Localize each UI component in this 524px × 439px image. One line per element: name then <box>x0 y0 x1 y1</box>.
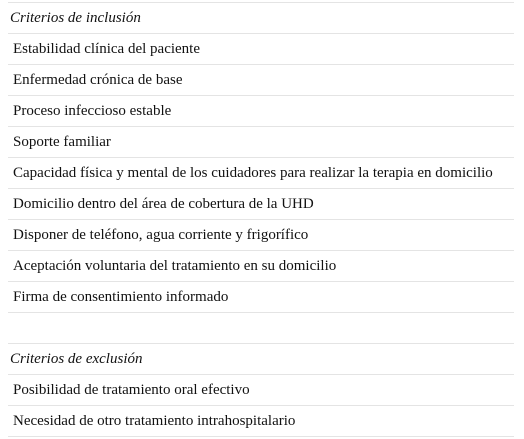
inclusion-heading: Criterios de inclusión <box>8 3 514 34</box>
inclusion-criterion: Firma de consentimiento informado <box>8 282 514 313</box>
inclusion-criterion: Soporte familiar <box>8 127 514 158</box>
inclusion-criterion: Aceptación voluntaria del tratamiento en su domicilio <box>8 251 514 282</box>
table-row <box>8 251 514 282</box>
table-row <box>8 189 514 220</box>
blank-row <box>8 313 514 344</box>
table-row <box>8 220 514 251</box>
inclusion-heading-row <box>8 3 514 34</box>
table-row <box>8 65 514 96</box>
exclusion-criterion: Posibilidad de tratamiento oral efectivo <box>8 375 514 406</box>
exclusion-criterion: Necesidad de otro tratamiento intrahospitalario <box>8 406 514 437</box>
exclusion-section <box>8 344 514 437</box>
table-row <box>8 127 514 158</box>
exclusion-heading: Criterios de exclusión <box>8 344 514 375</box>
criteria-table <box>8 2 514 437</box>
blank-cell <box>8 313 514 344</box>
inclusion-criterion: Enfermedad crónica de base <box>8 65 514 96</box>
inclusion-criterion: Capacidad física y mental de los cuidadores para realizar la terapia en domicilio <box>8 158 514 189</box>
table-row <box>8 282 514 313</box>
table-row <box>8 375 514 406</box>
inclusion-criterion: Estabilidad clínica del paciente <box>8 34 514 65</box>
inclusion-criterion: Disponer de teléfono, agua corriente y frigorífico <box>8 220 514 251</box>
table-row <box>8 34 514 65</box>
table-row <box>8 96 514 127</box>
table-row <box>8 406 514 437</box>
inclusion-criterion: Domicilio dentro del área de cobertura de la UHD <box>8 189 514 220</box>
exclusion-heading-row <box>8 344 514 375</box>
inclusion-section <box>8 3 514 344</box>
table-row <box>8 158 514 189</box>
inclusion-criterion: Proceso infeccioso estable <box>8 96 514 127</box>
